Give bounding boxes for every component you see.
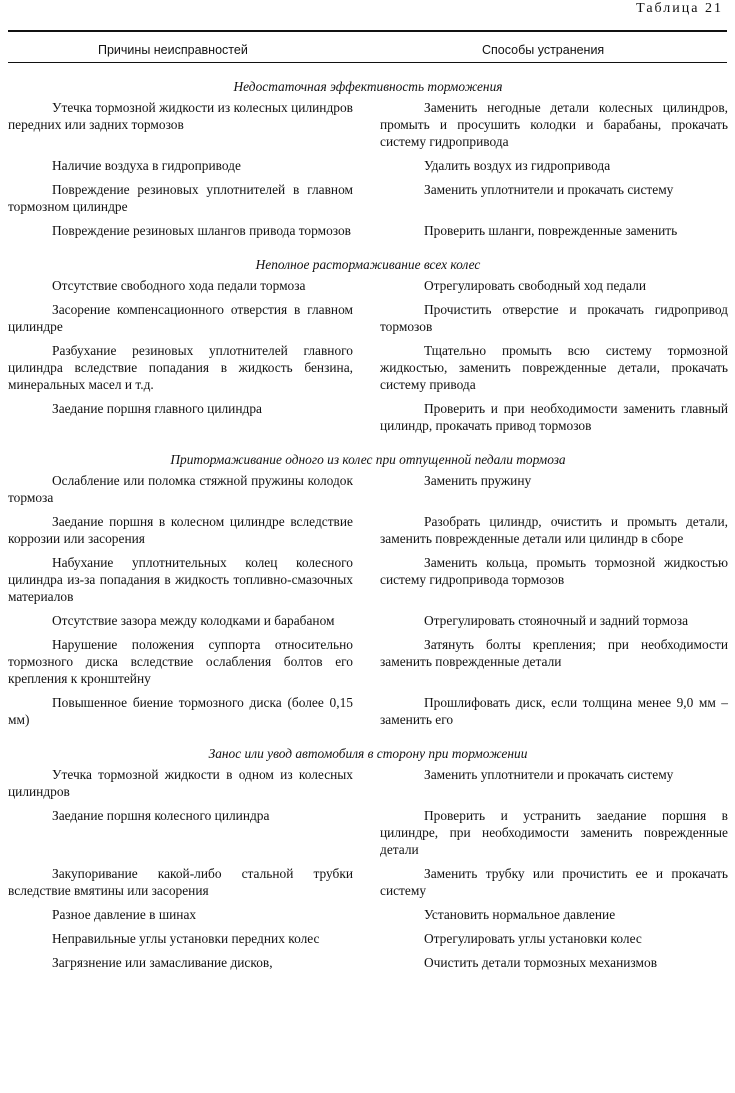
column-header-causes: Причины неисправностей [98,43,248,57]
cause-cell: Набухание уплотнительных колец колесного цилиндра из-за попадания в жидкость топливно-смазочных материалов [8,555,353,604]
table-row [8,301,728,335]
table-row [8,222,728,239]
remedy-cell: Заменить пружину [424,473,532,488]
table-row [8,694,728,728]
table-row [8,906,728,923]
remedy-cell: Установить нормальное давление [424,907,616,922]
cause-cell: Утечка тормозной жидкости в одном из колесных цилиндров [8,767,353,799]
section-spacer [8,735,728,745]
remedy-cell: Проверить и при необходимости заменить главный цилиндр, прокачать привод тормозов [380,401,728,433]
cause-cell: Наличие воздуха в гидроприводе [52,158,241,173]
cause-cell: Разное давление в шинах [52,907,197,922]
table-row [8,954,728,971]
cause-cell: Засорение компенсационного отверстия в главном цилиндре [8,302,353,334]
top-rule [8,30,727,32]
column-header-remedies: Способы устранения [482,43,605,57]
cause-cell: Отсутствие свободного хода педали тормоза [52,278,306,293]
remedy-cell: Затянуть болты крепления; при необходимости заменить поврежденные детали [380,637,728,669]
table-section [8,745,728,971]
remedy-cell: Заменить трубку или прочистить ее и прокачать систему [380,866,728,898]
section-title: Недостаточная эффективность торможения [233,79,503,94]
table-row [8,930,728,947]
table-body [8,78,728,978]
table-row [8,636,728,687]
section-title: Неполное растормаживание всех колес [255,257,481,272]
remedy-cell: Заменить негодные детали колесных цилиндров, промыть и просушить колодки и барабаны, прокачать систему гидропривода [380,100,728,149]
remedy-cell: Разобрать цилиндр, очистить и промыть детали, заменить поврежденные детали или цилиндр в сборе [380,514,728,546]
table-row [8,865,728,899]
cause-cell: Загрязнение или замасливание дисков, [52,955,273,970]
table-section [8,256,728,451]
remedy-cell: Заменить кольца, промыть тормозной жидкостью систему гидропривода тормозов [380,555,728,587]
table-row [8,472,728,506]
remedy-cell: Удалить воздух из гидропривода [424,158,611,173]
remedy-cell: Проверить и устранить заедание поршня в цилиндре, при необходимости заменить поврежденные детали [380,808,728,857]
remedy-cell: Тщательно промыть всю систему тормозной жидкостью, заменить поврежденные детали, прокачать систему привода [380,343,728,392]
remedy-cell: Отрегулировать стояночный и задний тормоза [424,613,689,628]
table-row [8,400,728,434]
remedy-cell: Отрегулировать свободный ход педали [424,278,647,293]
cause-cell: Ослабление или поломка стяжной пружины колодок тормоза [8,473,353,505]
table-row [8,554,728,605]
cause-cell: Разбухание резиновых уплотнителей главного цилиндра вследствие попадания в жидкость бензина, минеральных масел и т.д. [8,343,353,392]
header-rule [8,62,727,63]
cause-cell: Закупоривание какой-либо стальной трубки вследствие вмятины или засорения [8,866,353,898]
table-row [8,513,728,547]
table-caption: Таблица 21 [636,1,723,16]
table-row [8,99,728,150]
table-section [8,451,728,745]
section-spacer [8,246,728,256]
remedy-cell: Заменить уплотнители и прокачать систему [424,182,674,197]
cause-cell: Неправильные углы установки передних колес [52,931,320,946]
remedy-cell: Очистить детали тормозных механизмов [424,955,658,970]
section-spacer [8,441,728,451]
cause-cell: Повышенное биение тормозного диска (более 0,15 мм) [8,695,353,727]
remedy-cell: Проверить шланги, поврежденные заменить [424,223,678,238]
table-row [8,181,728,215]
cause-cell: Утечка тормозной жидкости из колесных цилиндров передних или задних тормозов [8,100,353,132]
cause-cell: Нарушение положения суппорта относительно тормозного диска вследствие ослабления болтов его крепления к кронштейну [8,637,353,686]
section-title: Занос или увод автомобиля в сторону при торможении [208,746,528,761]
table-section [8,78,728,256]
cause-cell: Повреждение резиновых шлангов привода тормозов [52,223,351,238]
table-row [8,807,728,858]
cause-cell: Заедание поршня колесного цилиндра [52,808,270,823]
cause-cell: Повреждение резиновых уплотнителей в главном тормозном цилиндре [8,182,353,214]
remedy-cell: Прошлифовать диск, если толщина менее 9,0 мм – заменить его [380,695,728,727]
cause-cell: Заедание поршня главного цилиндра [52,401,262,416]
table-row [8,277,728,294]
cause-cell: Отсутствие зазора между колодками и барабаном [52,613,335,628]
remedy-cell: Отрегулировать углы установки колес [424,931,642,946]
remedy-cell: Прочистить отверстие и прокачать гидропривод тормозов [380,302,728,334]
table-row [8,766,728,800]
remedy-cell: Заменить уплотнители и прокачать систему [424,767,674,782]
table-row [8,612,728,629]
cause-cell: Заедание поршня в колесном цилиндре вследствие коррозии или засорения [8,514,353,546]
section-title: Притормаживание одного из колес при отпущенной педали тормоза [170,452,566,467]
table-row [8,342,728,393]
table-row [8,157,728,174]
